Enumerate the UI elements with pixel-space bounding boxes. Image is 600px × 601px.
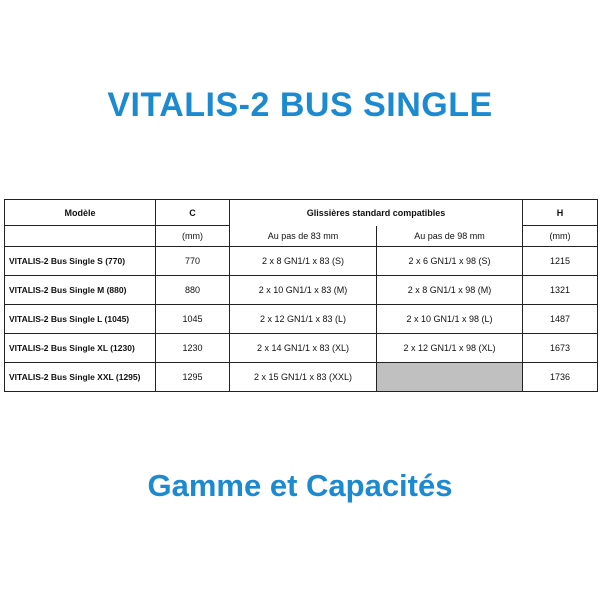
- cell-pitch-98-empty: [377, 363, 523, 392]
- cell-c: 1045: [156, 305, 230, 334]
- header-c-unit: (mm): [156, 226, 230, 247]
- cell-pitch-83: 2 x 15 GN1/1 x 83 (XXL): [230, 363, 377, 392]
- cell-c: 1295: [156, 363, 230, 392]
- table-header-row: [5, 200, 598, 226]
- header-pitch-83: Au pas de 83 mm: [230, 226, 377, 247]
- header-slides: Glissières standard compatibles: [230, 200, 523, 226]
- cell-model: VITALIS-2 Bus Single XL (1230): [5, 334, 156, 363]
- header-h-unit: (mm): [523, 226, 598, 247]
- cell-pitch-83: 2 x 10 GN1/1 x 83 (M): [230, 276, 377, 305]
- cell-h: 1673: [523, 334, 598, 363]
- header-c: C: [156, 200, 230, 226]
- cell-pitch-83: 2 x 14 GN1/1 x 83 (XL): [230, 334, 377, 363]
- header-model: Modèle: [5, 200, 156, 226]
- cell-h: 1487: [523, 305, 598, 334]
- cell-model: VITALIS-2 Bus Single S (770): [5, 247, 156, 276]
- header-pitch-98: Au pas de 98 mm: [377, 226, 523, 247]
- cell-pitch-98: 2 x 10 GN1/1 x 98 (L): [377, 305, 523, 334]
- cell-model: VITALIS-2 Bus Single M (880): [5, 276, 156, 305]
- cell-pitch-98: 2 x 6 GN1/1 x 98 (S): [377, 247, 523, 276]
- table-row: [5, 276, 598, 305]
- cell-h: 1215: [523, 247, 598, 276]
- cell-model: VITALIS-2 Bus Single L (1045): [5, 305, 156, 334]
- cell-c: 1230: [156, 334, 230, 363]
- header-model-blank: [5, 226, 156, 247]
- header-h: H: [523, 200, 598, 226]
- table-row: [5, 305, 598, 334]
- cell-h: 1321: [523, 276, 598, 305]
- cell-pitch-83: 2 x 8 GN1/1 x 83 (S): [230, 247, 377, 276]
- page-title: VITALIS-2 BUS SINGLE: [107, 86, 493, 124]
- table-row: [5, 247, 598, 276]
- cell-pitch-98: 2 x 8 GN1/1 x 98 (M): [377, 276, 523, 305]
- cell-pitch-98: 2 x 12 GN1/1 x 98 (XL): [377, 334, 523, 363]
- cell-c: 770: [156, 247, 230, 276]
- table-subheader-row: [5, 226, 598, 247]
- capacity-table: [4, 199, 598, 392]
- cell-h: 1736: [523, 363, 598, 392]
- page-subtitle: Gamme et Capacités: [147, 468, 453, 503]
- cell-model: VITALIS-2 Bus Single XXL (1295): [5, 363, 156, 392]
- cell-pitch-83: 2 x 12 GN1/1 x 83 (L): [230, 305, 377, 334]
- table-row: [5, 363, 598, 392]
- table-row: [5, 334, 598, 363]
- cell-c: 880: [156, 276, 230, 305]
